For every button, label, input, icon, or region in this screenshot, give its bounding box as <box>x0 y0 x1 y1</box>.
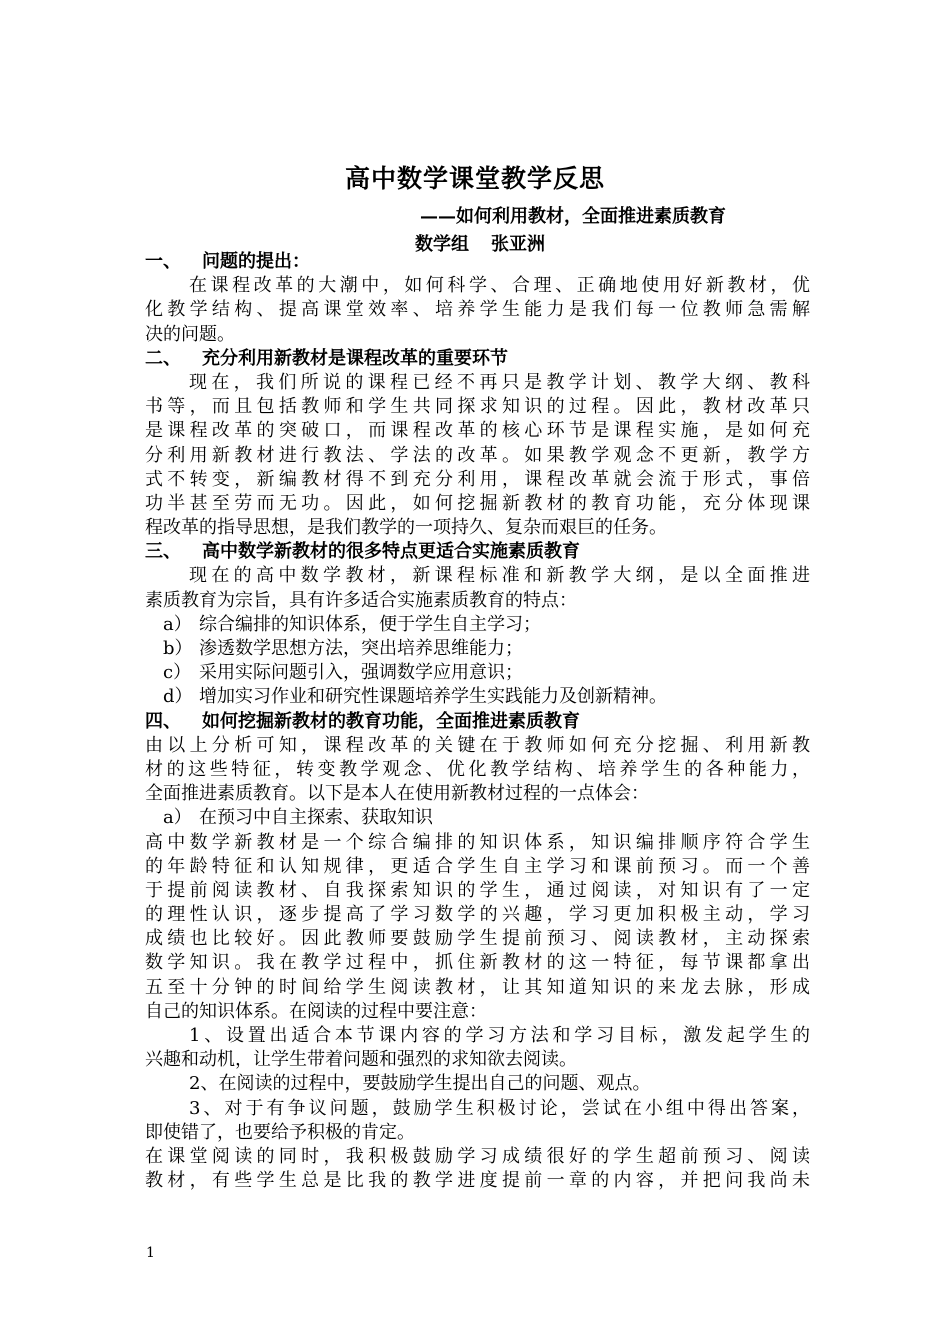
paragraph-line: 的理性认识，逐步提高了学习数学的兴趣，学习更加积极主动，学习 <box>145 904 810 926</box>
document-body <box>145 250 810 1193</box>
author-group: 数学组 <box>415 234 469 255</box>
section-number: 二、 <box>145 347 181 369</box>
list-item <box>145 661 810 685</box>
paragraph-line: 全面推进素质教育。以下是本人在使用新教材过程的一点体会： <box>145 783 649 805</box>
paragraph-line: 是课程改革的突破口，而课程改革的核心环节是课程实施，是如何充 <box>145 420 810 442</box>
paragraph-line: 在课堂阅读的同时，我积极鼓励学习成绩很好的学生超前预习、阅读 <box>145 1145 810 1167</box>
document-title: 高中数学课堂教学反思 <box>344 164 605 193</box>
paragraph-line: 在课程改革的大潮中，如何科学、合理、正确地使用好新教材，优 <box>189 275 810 297</box>
paragraph-line: 于提前阅读教材、自我探索知识的学生，通过阅读，对知识有了一定 <box>145 879 810 901</box>
paragraph-line: 功半甚至劳而无功。因此，如何挖掘新教材的教育功能，充分体现课 <box>145 492 810 514</box>
paragraph-line: 兴趣和动机，让学生带着问题和强烈的求知欲去阅读。 <box>145 1049 577 1071</box>
paragraph-line: 2、在阅读的过程中，要鼓励学生提出自己的问题、观点。 <box>189 1073 651 1095</box>
list-item-label: b） <box>163 638 193 659</box>
author-name: 张亚洲 <box>491 234 545 255</box>
list-item-text: 采用实际问题引入，强调数学应用意识； <box>199 662 523 684</box>
paragraph-line: 程改革的指导思想，是我们教学的一项持久、复杂而艰巨的任务。 <box>145 517 667 539</box>
paragraph-line: 自己的知识体系。在阅读的过程中要注意： <box>145 1000 487 1022</box>
list-item-text: 综合编排的知识体系，便于学生自主学习； <box>199 613 541 635</box>
paragraph-line: 高中数学新教材是一个综合编排的知识体系，知识编排顺序符合学生 <box>145 831 810 853</box>
paragraph-line: 材的这些特征，转变教学观念、优化教学结构、培养学生的各种能力， <box>145 758 810 780</box>
paragraph-line: 1、设置出适合本节课内容的学习方法和学习目标，激发起学生的 <box>189 1025 810 1046</box>
section-title: 如何挖掘新教材的教育功能，全面推进素质教育 <box>202 710 580 732</box>
list-item <box>145 637 810 661</box>
paragraph-line: 分利用新教材进行教法、学法的改革。如果教学观念不更新，教学方 <box>145 444 810 466</box>
paragraph-line: 现在，我们所说的课程已经不再只是教学计划、教学大纲、教科 <box>189 371 810 393</box>
section-number: 四、 <box>145 710 181 732</box>
document-subtitle: ——如何利用教材，全面推进素质教育 <box>420 206 726 227</box>
list-item-label: d） <box>163 686 193 708</box>
section-heading-2 <box>145 347 810 371</box>
section-title: 问题的提出： <box>202 251 310 272</box>
list-item-label: a） <box>163 807 192 829</box>
paragraph-line: 数学知识。我在教学过程中，抓住新教材的这一特征，每节课都拿出 <box>145 952 810 974</box>
paragraph-line: 教材，有些学生总是比我的教学进度提前一章的内容，并把问我尚未 <box>145 1170 810 1192</box>
paragraph-line: 书等，而且包括教师和学生共同探求知识的过程。因此，教材改革只 <box>145 396 810 418</box>
section-number: 三、 <box>145 541 181 563</box>
paragraph-line: 现在的高中数学教材，新课程标准和新教学大纲，是以全面推进 <box>189 565 810 587</box>
paragraph-line: 决的问题。 <box>145 323 235 345</box>
list-item-label: a） <box>163 613 192 635</box>
list-item-text: 在预习中自主探索、获取知识 <box>199 807 433 829</box>
paragraph-line: 由以上分析可知，课程改革的关键在于教师如何充分挖掘、利用新教 <box>145 734 810 756</box>
paragraph-line: 式不转变，新编教材得不到充分利用，课程改革就会流于形式，事倍 <box>145 468 810 490</box>
paragraph-line: 即使错了，也要给予积极的肯定。 <box>145 1121 415 1143</box>
section-title: 充分利用新教材是课程改革的重要环节 <box>202 347 508 369</box>
section-heading-4 <box>145 710 810 734</box>
list-item-text: 增加实习作业和研究性课题培养学生实践能力及创新精神。 <box>199 686 667 708</box>
section-heading-1 <box>145 250 810 274</box>
paragraph-line: 素质教育为宗旨，具有许多适合实施素质教育的特点： <box>145 589 577 611</box>
paragraph-line: 3、对于有争议问题，鼓励学生积极讨论，尝试在小组中得出答案， <box>189 1097 810 1119</box>
section-title: 高中数学新教材的很多特点更适合实施素质教育 <box>202 541 580 563</box>
list-item <box>145 806 810 830</box>
page-number: 1 <box>146 1245 155 1261</box>
list-item <box>145 685 810 709</box>
section-number: 一、 <box>145 251 181 272</box>
section-heading-3 <box>145 540 810 564</box>
paragraph-line: 化教学结构、提高课堂效率、培养学生能力是我们每一位教师急需解 <box>145 299 810 321</box>
list-item-text: 渗透数学思想方法，突出培养思维能力； <box>199 638 523 659</box>
list-item <box>145 613 810 637</box>
paragraph-line: 成绩也比较好。因此教师要鼓励学生提前预习、阅读教材，主动探索 <box>145 928 810 950</box>
paragraph-line: 五至十分钟的时间给学生阅读教材，让其知道知识的来龙去脉，形成 <box>145 976 810 998</box>
list-item-label: c） <box>163 662 192 684</box>
paragraph-line: 的年龄特征和认知规律，更适合学生自主学习和课前预习。而一个善 <box>145 855 810 877</box>
